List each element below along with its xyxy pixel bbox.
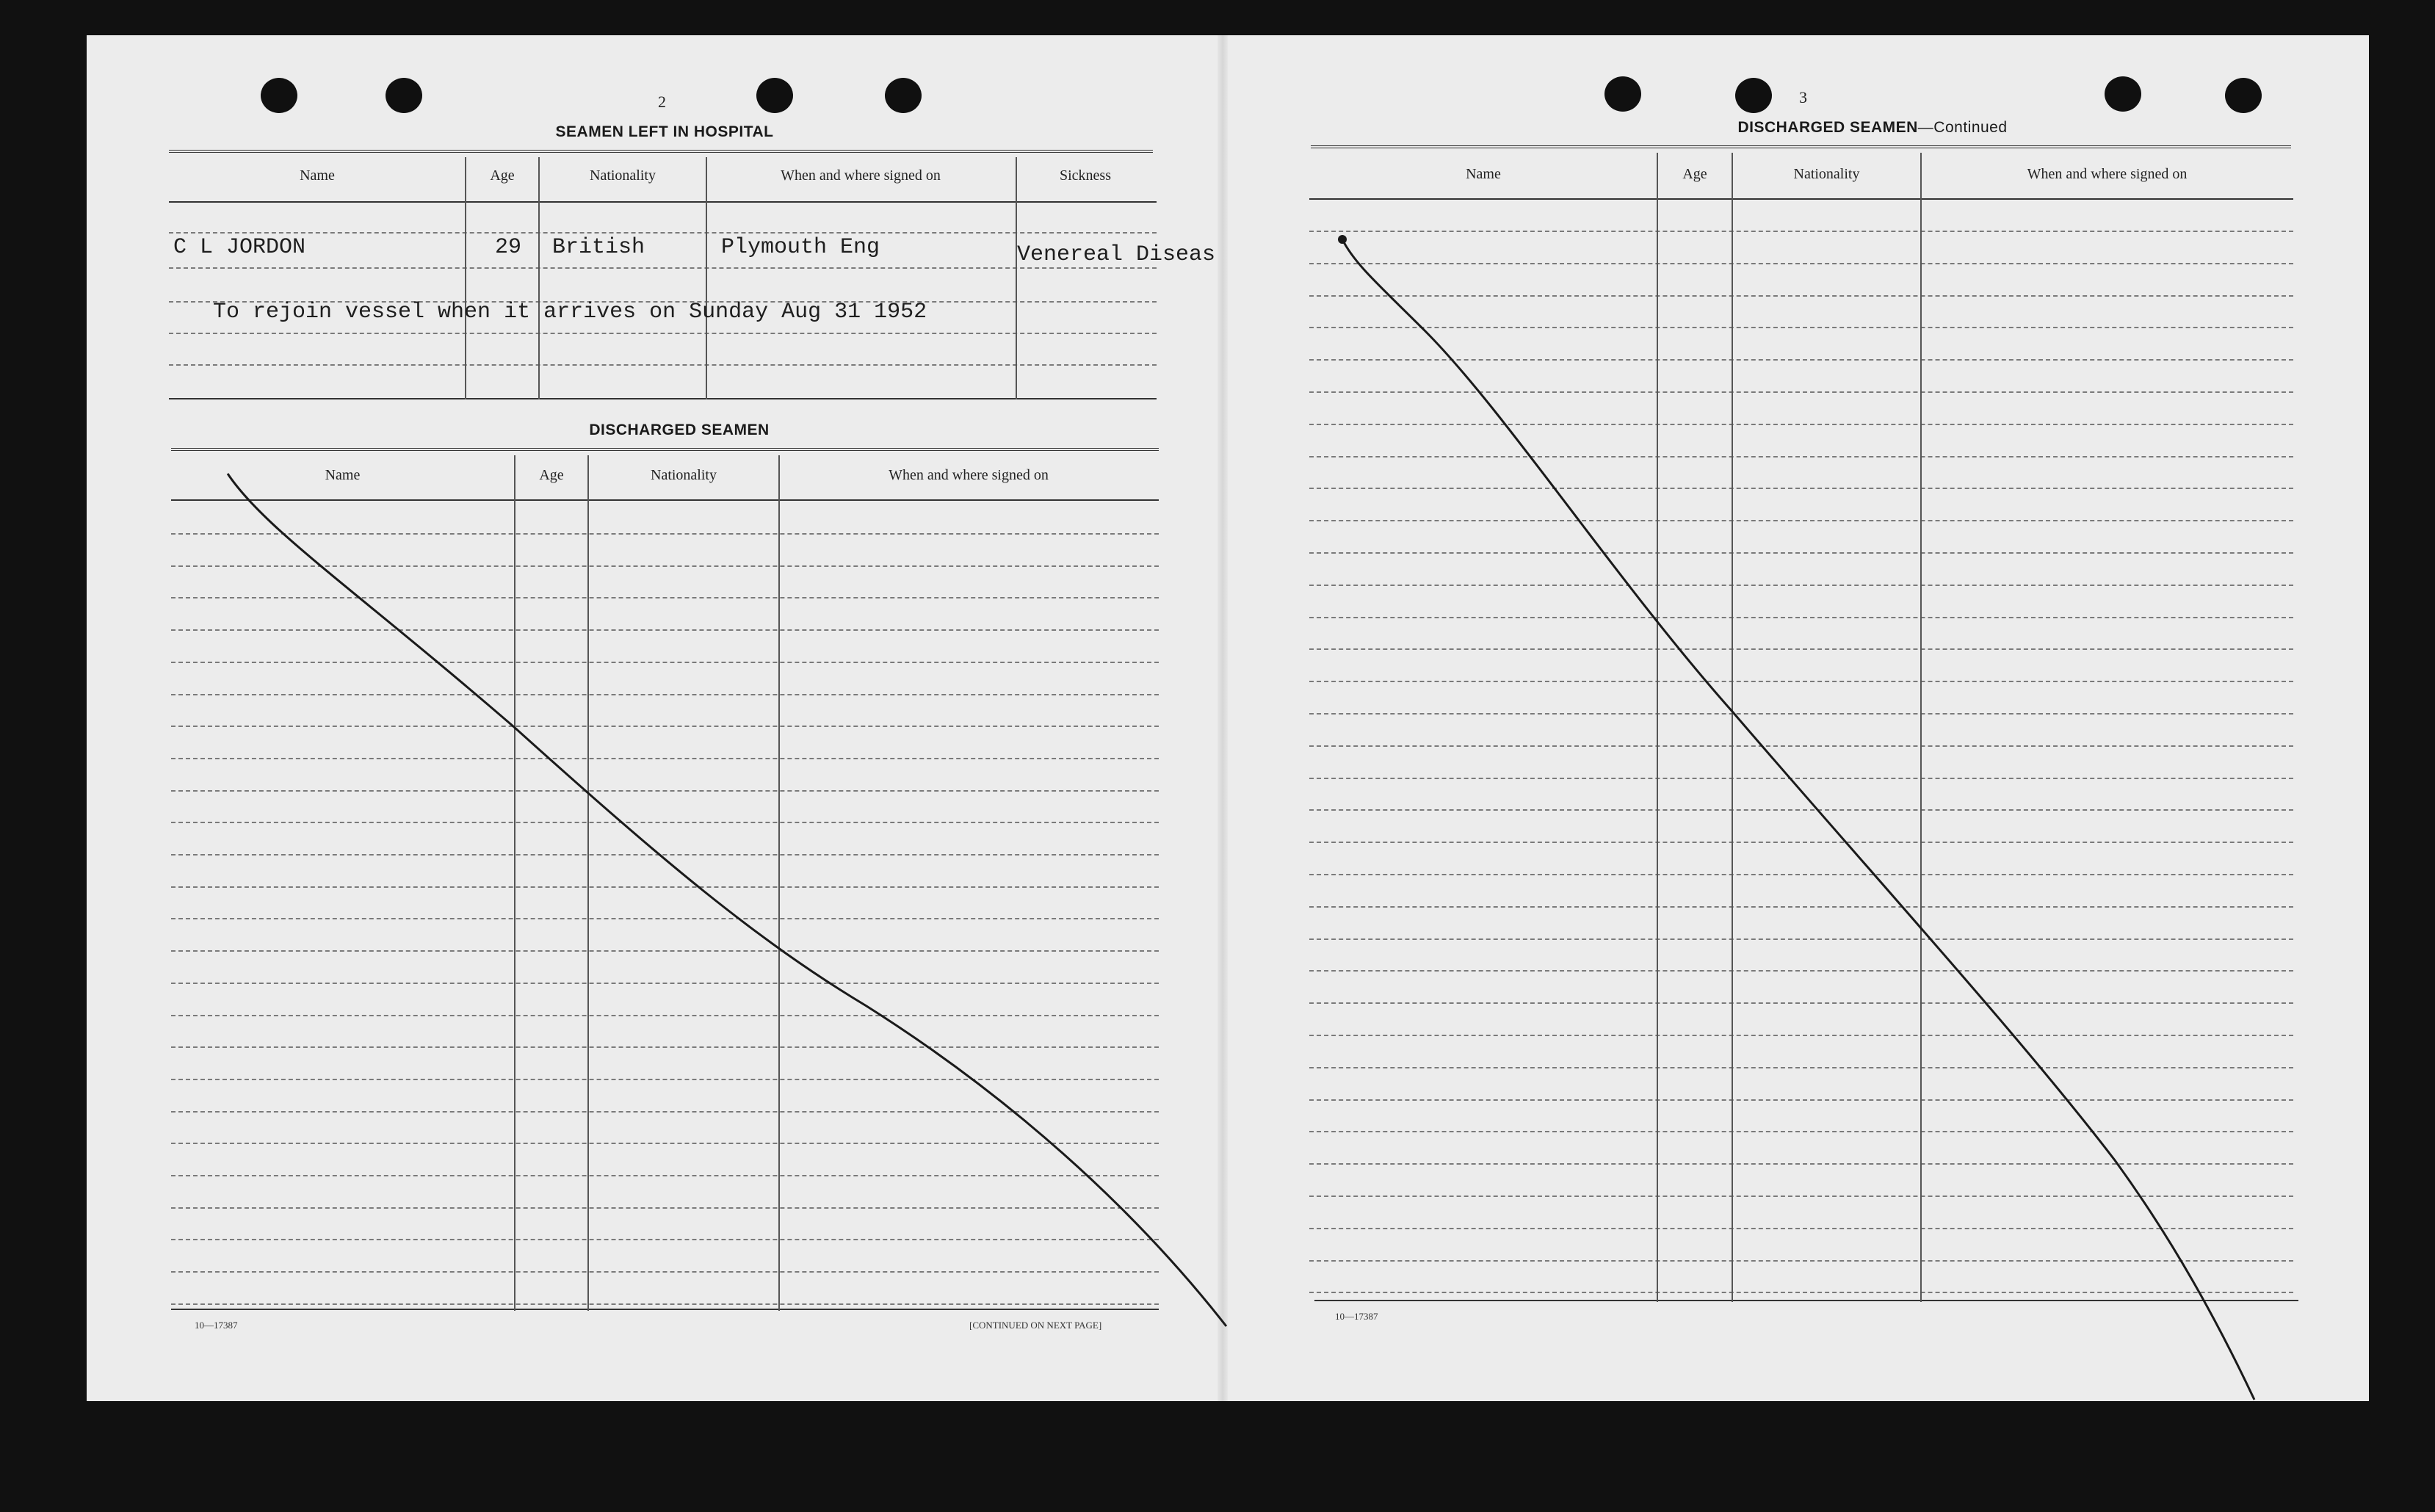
page-number: 3 <box>1799 88 1807 106</box>
column-header-name: Name <box>1466 166 1501 182</box>
column-header-nationality: Nationality <box>590 167 656 184</box>
column-header-sickness: Sickness <box>1060 167 1111 184</box>
seaman-nationality: British <box>552 235 645 260</box>
column-header-signed-on: When and where signed on <box>781 167 941 184</box>
column-header-signed-on: When and where signed on <box>2027 166 2188 182</box>
strike-line-left <box>228 474 1226 1326</box>
continued-section-title-suffix: —Continued <box>1917 119 2008 136</box>
seaman-sickness: Venereal Diseas <box>1017 242 1216 267</box>
column-header-nationality: Nationality <box>1793 166 1860 182</box>
seaman-age: 29 <box>495 235 522 260</box>
continued-note: [CONTINUED ON NEXT PAGE] <box>969 1320 1102 1331</box>
form-number: 10—17387 <box>195 1320 238 1331</box>
column-header-age: Age <box>490 167 515 184</box>
seaman-signed-on: Plymouth Eng <box>721 235 880 260</box>
rejoin-note: To rejoin vessel when it arrives on Sunday Aug 31 1952 <box>213 300 927 325</box>
column-header-age: Age <box>1682 166 1707 182</box>
column-header-name: Name <box>300 167 335 184</box>
hospital-section-title: SEAMEN LEFT IN HOSPITAL <box>555 123 774 140</box>
seaman-name: C L JORDON <box>173 235 306 260</box>
column-header-name: Name <box>325 467 361 483</box>
column-header-age: Age <box>539 467 564 483</box>
strike-line-right <box>1342 239 2254 1400</box>
column-header-signed-on: When and where signed on <box>889 467 1049 483</box>
discharged-section-title: DISCHARGED SEAMEN <box>589 422 770 438</box>
page-number: 2 <box>658 93 666 111</box>
form-number: 10—17387 <box>1335 1311 1378 1322</box>
column-header-nationality: Nationality <box>651 467 717 483</box>
continued-section-title-main: DISCHARGED SEAMEN <box>1737 119 1918 136</box>
